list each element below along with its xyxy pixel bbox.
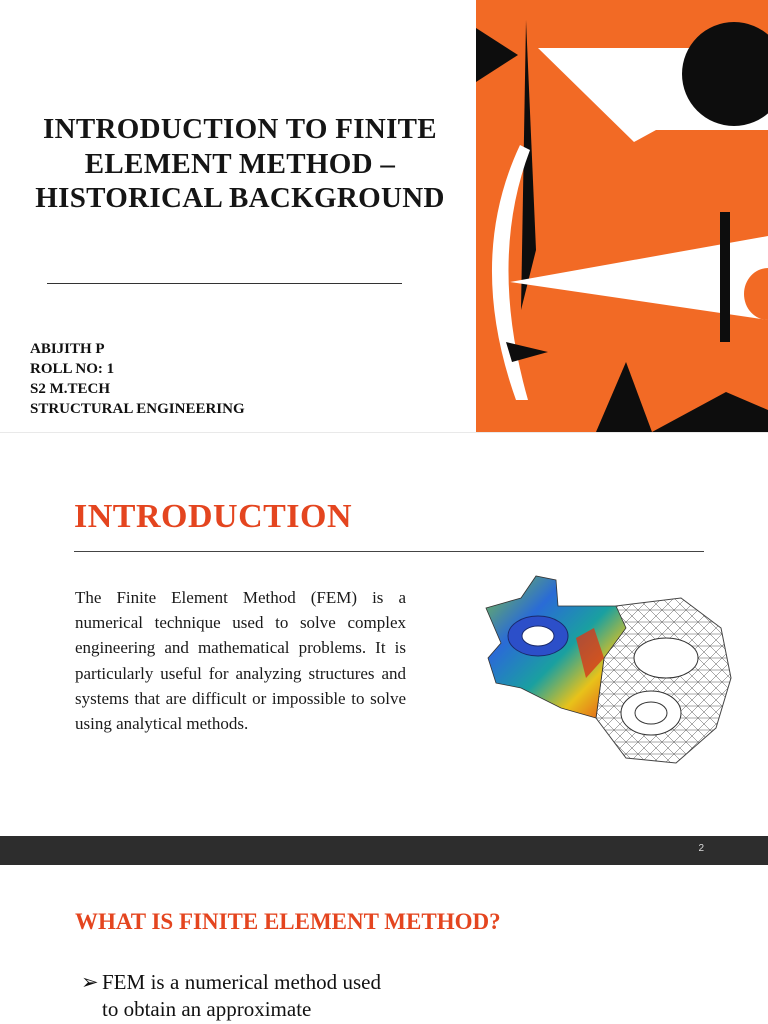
author-course: S2 M.TECH: [30, 381, 111, 397]
introduction-divider: [74, 551, 704, 552]
author-info: [30, 339, 245, 419]
arrow-bullet-icon: ➢: [81, 970, 99, 994]
title-divider: [47, 283, 402, 284]
bullet-text: FEM is a numerical method used to obtain an approximate: [102, 970, 381, 1021]
fem-mesh-image: [476, 568, 762, 778]
introduction-paragraph: The Finite Element Method (FEM) is a numerical technique used to solve complex engineering and mathematical problems. It is particularly useful for analyzing structures and systems that are difficult or impossible to solve using analytical methods.: [75, 588, 406, 734]
page-number: 2: [698, 843, 704, 854]
slide-footer-bar: [0, 836, 768, 865]
introduction-heading: INTRODUCTION: [74, 498, 353, 535]
author-roll: ROLL NO: 1: [30, 361, 115, 377]
author-dept: STRUCTURAL ENGINEERING: [30, 401, 245, 417]
bullet-item: [81, 969, 381, 1023]
what-is-fem-heading: WHAT IS FINITE ELEMENT METHOD?: [75, 909, 501, 934]
abstract-art-image: [476, 0, 768, 432]
slide-title: [0, 0, 768, 432]
slide-title-heading: INTRODUCTION TO FINITE ELEMENT METHOD – HISTORICAL BACKGROUND: [35, 113, 445, 214]
author-name: ABIJITH P: [30, 341, 105, 357]
